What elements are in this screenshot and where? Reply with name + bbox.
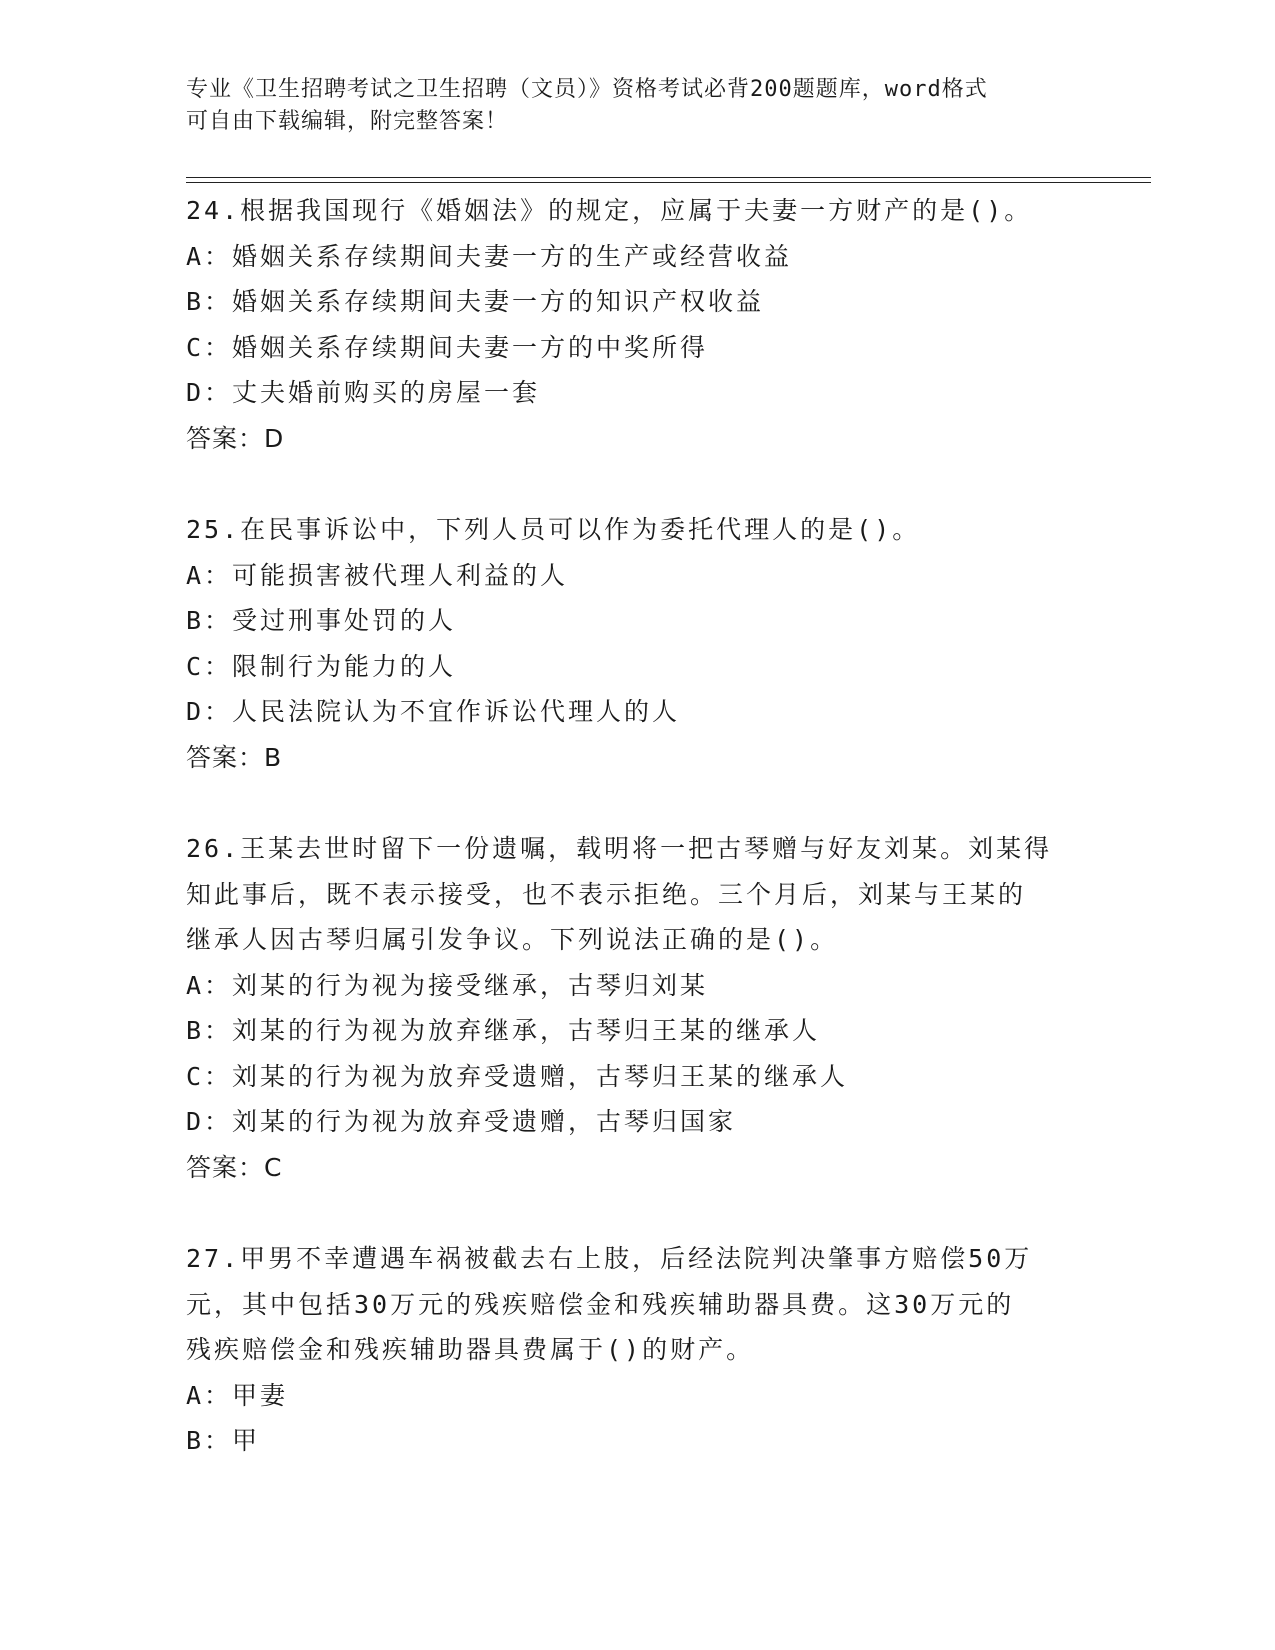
question-stem-line-2: 知此事后，既不表示接受，也不表示拒绝。三个月后，刘某与王某的	[186, 879, 1027, 909]
option-d: D：人民法院认为不宜作诉讼代理人的人	[186, 697, 681, 726]
option-d: D：刘某的行为视为放弃受遗赠，古琴归国家	[186, 1107, 737, 1136]
option-c: C：婚姻关系存续期间夫妻一方的中奖所得	[186, 332, 709, 362]
option-b: B：受过刑事处罚的人	[186, 606, 457, 635]
option-b: B：甲	[186, 1426, 261, 1455]
document-header	[186, 74, 1066, 138]
option-c: C：限制行为能力的人	[186, 651, 457, 681]
option-a: A：婚姻关系存续期间夫妻一方的生产或经营收益	[186, 241, 793, 271]
question-stem-line-3: 残疾赔偿金和残疾辅助器具费属于()的财产。	[186, 1335, 755, 1364]
question-25	[186, 507, 1086, 780]
answer: 答案：B	[186, 742, 283, 772]
question-stem-line-3: 继承人因古琴归属引发争议。下列说法正确的是()。	[186, 925, 839, 954]
question-stem-line-2: 元，其中包括30万元的残疾赔偿金和残疾辅助器具费。这30万元的	[186, 1289, 1015, 1319]
option-d: D：丈夫婚前购买的房屋一套	[186, 378, 541, 407]
question-stem-line-1: 26.王某去世时留下一份遗嘱，载明将一把古琴赠与好友刘某。刘某得	[186, 834, 1053, 863]
header-divider-top	[186, 177, 1151, 178]
question-24	[186, 188, 1086, 461]
question-list	[186, 188, 1086, 1464]
question-stem: 25.在民事诉讼中，下列人员可以作为委托代理人的是()。	[186, 515, 921, 544]
header-line-1: 专业《卫生招聘考试之卫生招聘（文员）》资格考试必背200题题库，word格式	[186, 77, 988, 102]
question-stem-line-1: 27.甲男不幸遭遇车祸被截去右上肢，后经法院判决肇事方赔偿50万	[186, 1244, 1033, 1273]
option-b: B：婚姻关系存续期间夫妻一方的知识产权收益	[186, 287, 765, 316]
option-a: A：可能损害被代理人利益的人	[186, 560, 569, 590]
option-b: B：刘某的行为视为放弃继承，古琴归王某的继承人	[186, 1016, 821, 1045]
option-a: A：刘某的行为视为接受继承，古琴归刘某	[186, 970, 709, 1000]
question-26	[186, 826, 1086, 1190]
answer: 答案：D	[186, 423, 285, 453]
header-line-2: 可自由下载编辑，附完整答案！	[186, 109, 509, 134]
option-a: A：甲妻	[186, 1380, 289, 1410]
question-27	[186, 1236, 1086, 1464]
answer: 答案：C	[186, 1152, 283, 1182]
question-stem: 24.根据我国现行《婚姻法》的规定，应属于夫妻一方财产的是()。	[186, 196, 1033, 225]
header-divider-bottom	[186, 182, 1151, 183]
option-c: C：刘某的行为视为放弃受遗赠，古琴归王某的继承人	[186, 1061, 849, 1091]
